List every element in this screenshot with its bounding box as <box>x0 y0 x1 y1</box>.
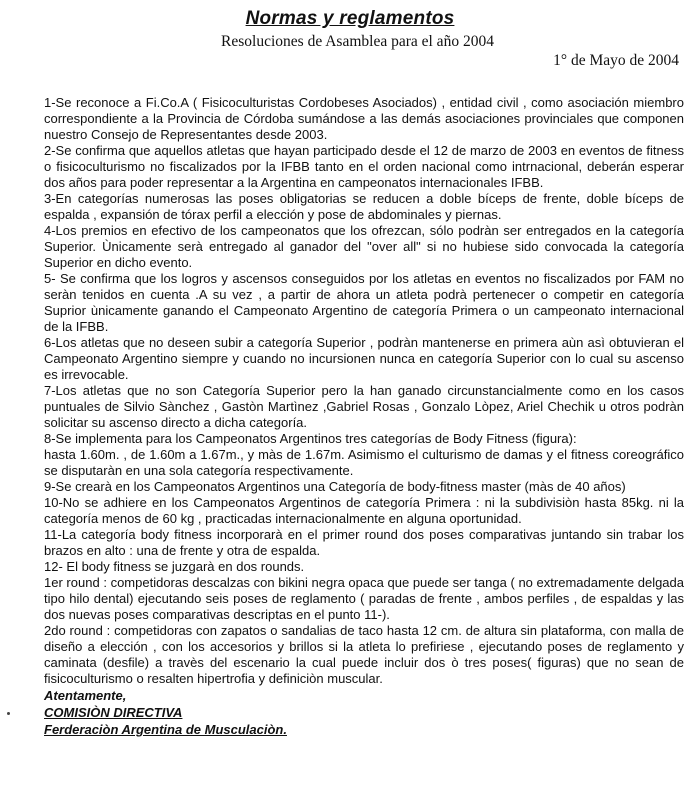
document-date: 1° de Mayo de 2004 <box>553 52 679 69</box>
paragraph-8-detail: hasta 1.60m. , de 1.60m a 1.67m., y màs de 1.67m. Asimismo el culturismo de damas y el fitness coreográfico se disputaràn en una sola categoría respectivamente. <box>44 447 684 478</box>
paragraph-7: 7-Los atletas que no son Categoría Superior pero la han ganado circunstancialmente como en los casos puntuales de Silvio Sànchez , Gastòn Martìnez ,Gabriel Rosas , Gonzalo Lòpez, Ariel Chechik u otros podràn solicitar su ascenso directo a dicha categoría. <box>44 383 684 430</box>
paragraph-3: 3-En categorías numerosas las poses obligatorias se reducen a doble bíceps de frente, doble bíceps de espalda , expansión de tórax perfil a elección y pose de abdominales y piernas. <box>44 191 684 222</box>
paragraph-5: 5- Se confirma que los logros y ascensos conseguidos por los atletas en eventos no fiscalizados por FAM no seràn tenidos en cuenta .A su vez , a partir de ahora un atleta podrà pertenecer o competir en categoría Suprior ùnicamente ganando el Campeonato Argentino de categoría Primera o un campeonato internacional de la IFBB. <box>44 271 684 334</box>
paragraph-10: 10-No se adhiere en los Campeonatos Argentinos de categoría Primera : ni la subdivisiòn hasta 85kg. ni la categoría menos de 60 kg , practicadas internacionalmente en alguna oportunidad. <box>44 495 684 526</box>
document-subtitle: Resoluciones de Asamblea para el año 2004 <box>221 33 494 50</box>
paragraph-round-1: 1er round : competidoras descalzas con bikini negra opaca que puede ser tanga ( no extremadamente delgada tipo hilo dental) ejecutando seis poses de reglamento ( paradas de frente , ambos perfiles , de espaldas y las dos nuevas poses comparativas descriptas en el punto 11-). <box>44 575 684 622</box>
paragraph-8: 8-Se implementa para los Campeonatos Argentinos tres categorías de Body Fitness (figura): <box>44 431 577 446</box>
signature-committee: COMISIÒN DIRECTIVA <box>44 705 183 720</box>
paragraph-12: 12- El body fitness se juzgarà en dos rounds. <box>44 559 305 574</box>
document-body <box>44 95 684 738</box>
closing-line: Atentamente, <box>44 688 127 703</box>
paragraph-4: 4-Los premios en efectivo de los campeonatos que los ofrezcan, sólo podràn ser entregados en la categoría Superior. Ùnicamente serà entregado al ganador del "over all" si no hubiese sido convocada la categoría Superior en dicho evento. <box>44 223 684 270</box>
signature-federation: Ferderaciòn Argentina de Musculaciòn. <box>44 722 287 737</box>
paragraph-11: 11-La categoría body fitness incorporarà en el primer round dos poses comparativas juntando sin trabar los brazos en alto : una de frente y otra de espalda. <box>44 527 684 558</box>
paragraph-6: 6-Los atletas que no deseen subir a categoría Superior , podràn mantenerse en primera aùn asì obtuvieran el Campeonato Argentino siempre y cuando no incursionen nunca en categoría Superior con lo cual su ascenso es irrevocable. <box>44 335 684 382</box>
paragraph-1: 1-Se reconoce a Fi.Co.A ( Fisicoculturistas Cordobeses Asociados) , entidad civil , como asociación miembro correspondiente a la Provincia de Córdoba sumándose a las demás asociaciones provinciales que componen nuestro Consejo de Representantes desde 2003. <box>44 95 684 142</box>
document-title: Normas y reglamentos <box>245 8 455 29</box>
paragraph-round-2: 2do round : competidoras con zapatos o sandalias de taco hasta 12 cm. de altura sin plataforma, con malla de diseño a elección , con los accesorios y brillos si la atleta lo prefiriese , ejecutando poses de reglamento y caminata (desfile) a travès del escenario la cual puede incluir dos ò tres poses( figuras) que no sean de fisicoculturismo o resalten hipertrofia y definiciòn muscular. <box>44 623 684 686</box>
scan-speck <box>7 712 10 715</box>
paragraph-2: 2-Se confirma que aquellos atletas que hayan participado desde el 12 de marzo de 2003 en eventos de fitness o fisicoculturismo no fiscalizados por la IFBB tanto en el orden nacional como intrnacional, deberán esperar dos años para poder representar a la Argentina en campeonatos internacionales IFBB. <box>44 143 684 190</box>
paragraph-9: 9-Se crearà en los Campeonatos Argentinos una Categoría de body-fitness master (màs de 40 años) <box>44 479 626 494</box>
